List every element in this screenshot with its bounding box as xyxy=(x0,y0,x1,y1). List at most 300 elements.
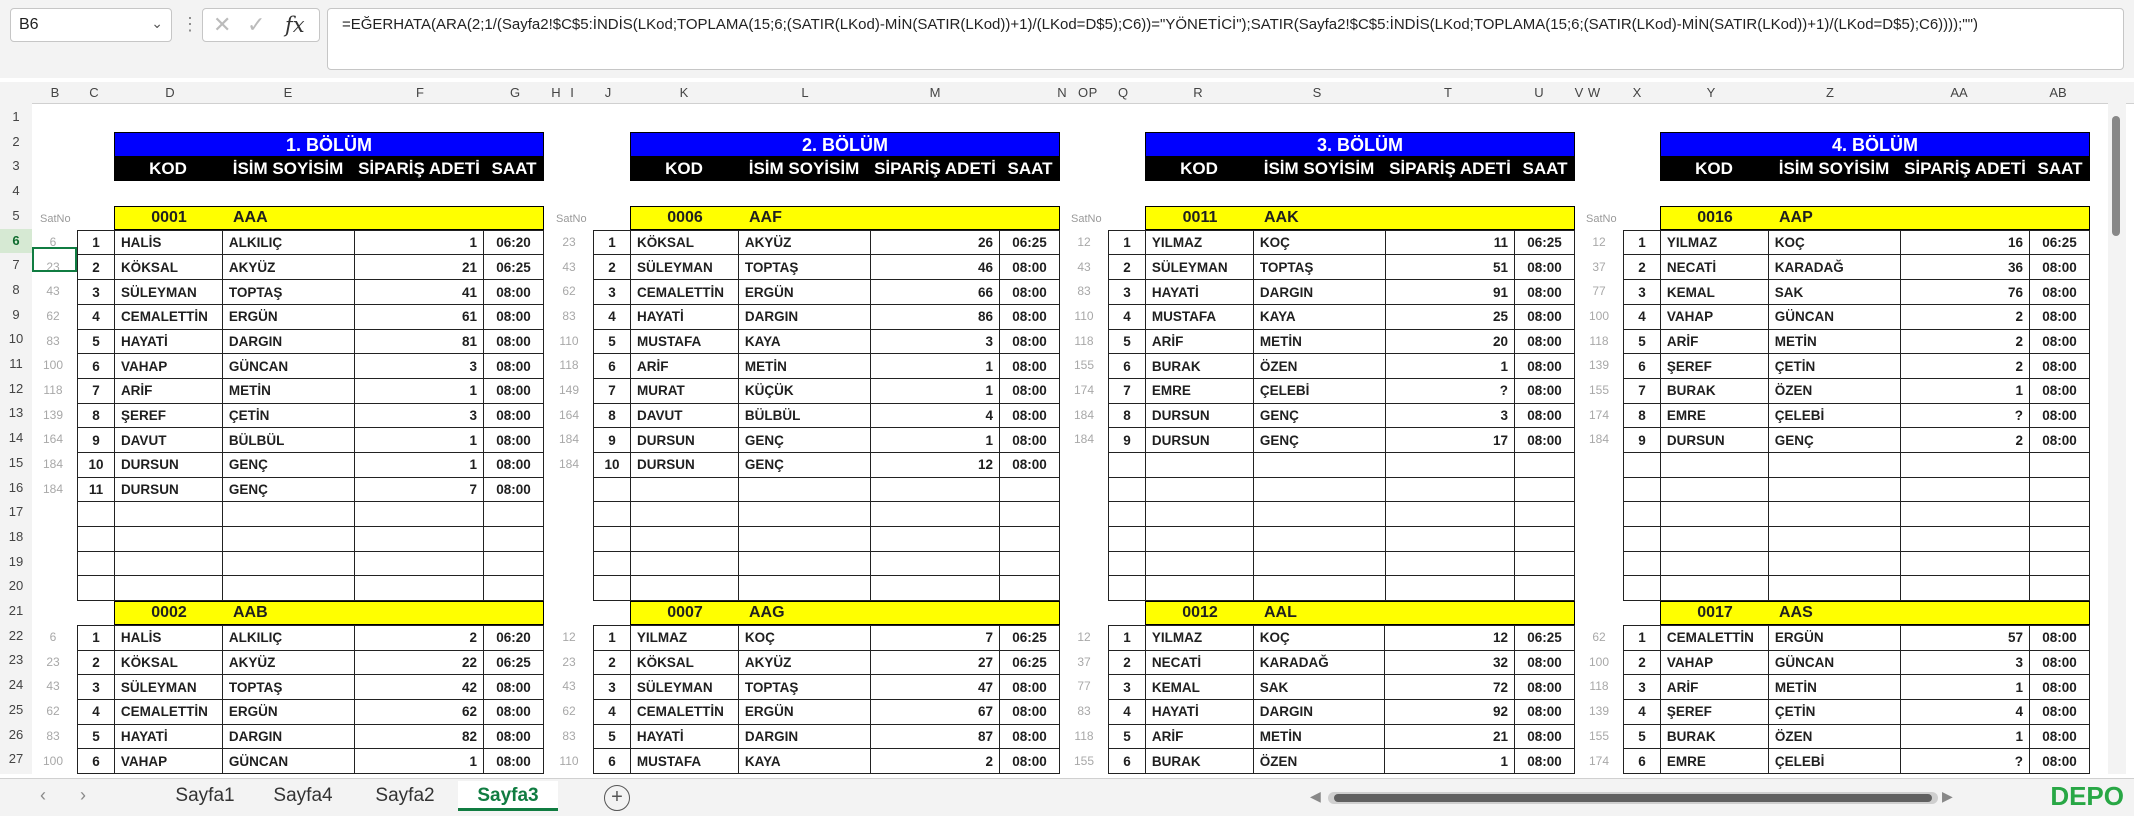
row-index[interactable] xyxy=(1624,576,1661,601)
column-header-f[interactable]: F xyxy=(416,85,424,100)
row-header[interactable]: 23 xyxy=(8,652,24,668)
order-qty[interactable]: 1 xyxy=(1900,378,2030,403)
last-name[interactable] xyxy=(738,477,870,502)
row-index[interactable]: 9 xyxy=(78,428,115,453)
order-time[interactable]: 08:00 xyxy=(2030,255,2090,280)
row-index[interactable]: 10 xyxy=(78,452,115,477)
row-header[interactable]: 19 xyxy=(8,553,24,569)
order-qty[interactable] xyxy=(1385,477,1515,502)
order-time[interactable]: 08:00 xyxy=(2030,354,2090,379)
first-name[interactable]: HALİS xyxy=(114,230,222,255)
row-header[interactable]: 20 xyxy=(8,578,24,594)
column-header-n[interactable]: N xyxy=(1057,85,1067,100)
order-qty[interactable] xyxy=(1385,527,1515,552)
order-time[interactable]: 08:00 xyxy=(484,304,544,329)
order-qty[interactable]: 26 xyxy=(870,230,999,255)
first-name[interactable]: VAHAP xyxy=(114,749,222,774)
row-index[interactable] xyxy=(1624,502,1661,527)
last-name[interactable]: ÇELEBİ xyxy=(1768,403,1900,428)
last-name[interactable]: ERGÜN xyxy=(738,700,870,725)
order-time[interactable]: 08:00 xyxy=(2030,650,2090,675)
order-time[interactable]: 06:25 xyxy=(2030,230,2090,255)
last-name[interactable]: DARGIN xyxy=(738,724,870,749)
order-qty[interactable] xyxy=(354,576,483,601)
row-index[interactable]: 1 xyxy=(594,230,631,255)
order-qty[interactable]: 82 xyxy=(354,724,483,749)
row-index[interactable]: 3 xyxy=(1624,280,1661,305)
row-index[interactable]: 7 xyxy=(78,378,115,403)
column-header-k[interactable]: K xyxy=(679,85,689,100)
tab-sayfa2[interactable]: Sayfa2 xyxy=(375,785,435,806)
last-name[interactable] xyxy=(222,502,354,527)
row-index[interactable]: 3 xyxy=(78,675,115,700)
order-time[interactable]: 08:00 xyxy=(484,354,544,379)
order-time[interactable]: 08:00 xyxy=(2030,280,2090,305)
last-name[interactable]: TOPTAŞ xyxy=(738,255,870,280)
first-name[interactable]: HAYATİ xyxy=(630,304,738,329)
row-header[interactable]: 11 xyxy=(9,356,23,371)
last-name[interactable]: GÜNCAN xyxy=(1768,304,1900,329)
order-qty[interactable]: 86 xyxy=(870,304,999,329)
row-header[interactable]: 3 xyxy=(12,158,20,174)
order-qty[interactable]: 66 xyxy=(870,280,999,305)
row-index[interactable]: 7 xyxy=(1624,378,1661,403)
first-name[interactable] xyxy=(1660,576,1768,601)
row-index[interactable]: 6 xyxy=(1624,354,1661,379)
order-time[interactable]: 08:00 xyxy=(484,280,544,305)
row-index[interactable]: 5 xyxy=(594,724,631,749)
row-index[interactable]: 7 xyxy=(594,378,631,403)
row-index[interactable]: 5 xyxy=(78,724,115,749)
order-qty[interactable]: 32 xyxy=(1385,650,1515,675)
order-time[interactable]: 08:00 xyxy=(484,329,544,354)
row-index[interactable]: 6 xyxy=(78,749,115,774)
column-header-o[interactable]: O xyxy=(1077,85,1089,100)
order-time[interactable] xyxy=(484,527,544,552)
first-name[interactable] xyxy=(1660,477,1768,502)
last-name[interactable]: DARGIN xyxy=(222,724,354,749)
first-name[interactable] xyxy=(630,502,738,527)
row-index[interactable]: 4 xyxy=(594,304,631,329)
order-qty[interactable]: 3 xyxy=(1385,403,1515,428)
last-name[interactable]: KAYA xyxy=(738,749,870,774)
order-qty[interactable] xyxy=(1900,551,2030,576)
order-qty[interactable] xyxy=(1385,502,1515,527)
order-time[interactable]: 08:00 xyxy=(484,477,544,502)
order-qty[interactable]: 67 xyxy=(870,700,1000,725)
last-name[interactable] xyxy=(1768,477,1900,502)
first-name[interactable]: DAVUT xyxy=(114,428,222,453)
insert-function-icon[interactable]: fx xyxy=(285,13,305,37)
order-qty[interactable]: 1 xyxy=(354,230,483,255)
column-header-q[interactable]: Q xyxy=(1117,85,1129,100)
first-name[interactable] xyxy=(1145,452,1253,477)
column-header-c[interactable]: C xyxy=(89,85,99,100)
block-code-row[interactable] xyxy=(630,601,1060,625)
row-index[interactable]: 4 xyxy=(78,700,115,725)
first-name[interactable] xyxy=(1145,576,1253,601)
last-name[interactable] xyxy=(738,551,870,576)
order-time[interactable]: 08:00 xyxy=(1515,304,1575,329)
order-time[interactable]: 08:00 xyxy=(1000,403,1060,428)
row-index[interactable]: 1 xyxy=(1109,626,1146,651)
order-time[interactable]: 08:00 xyxy=(484,675,544,700)
first-name[interactable]: SÜLEYMAN xyxy=(114,675,222,700)
first-name[interactable]: BURAK xyxy=(1145,749,1253,774)
order-time[interactable]: 08:00 xyxy=(2030,329,2090,354)
first-name[interactable]: VAHAP xyxy=(114,354,222,379)
order-time[interactable]: 06:25 xyxy=(1000,230,1060,255)
order-time[interactable] xyxy=(484,502,544,527)
order-time[interactable]: 08:00 xyxy=(2030,378,2090,403)
order-qty[interactable]: 2 xyxy=(354,626,483,651)
first-name[interactable]: ARİF xyxy=(1145,329,1253,354)
order-time[interactable]: 08:00 xyxy=(1515,329,1575,354)
order-qty[interactable]: 91 xyxy=(1385,280,1515,305)
row-header[interactable]: 10 xyxy=(8,331,24,347)
row-index[interactable] xyxy=(594,527,631,552)
order-time[interactable]: 08:00 xyxy=(2030,403,2090,428)
last-name[interactable]: DARGIN xyxy=(1253,700,1385,725)
row-header[interactable]: 4 xyxy=(12,183,20,199)
order-time[interactable]: 08:00 xyxy=(1000,675,1060,700)
first-name[interactable]: YILMAZ xyxy=(1145,230,1253,255)
order-qty[interactable]: 2 xyxy=(870,749,1000,774)
row-index[interactable]: 8 xyxy=(1109,403,1146,428)
order-qty[interactable] xyxy=(870,502,999,527)
first-name[interactable]: HAYATİ xyxy=(114,329,222,354)
first-name[interactable]: BURAK xyxy=(1660,378,1768,403)
row-header[interactable]: 24 xyxy=(8,677,24,693)
order-qty[interactable]: 1 xyxy=(1385,749,1515,774)
last-name[interactable]: ERGÜN xyxy=(738,280,870,305)
last-name[interactable]: ÇELEBİ xyxy=(1253,378,1385,403)
last-name[interactable]: GENÇ xyxy=(1768,428,1900,453)
row-index[interactable]: 8 xyxy=(594,403,631,428)
order-time[interactable]: 08:00 xyxy=(1515,255,1575,280)
row-header[interactable] xyxy=(0,772,32,774)
last-name[interactable]: KOÇ xyxy=(1253,230,1385,255)
order-time[interactable]: 06:25 xyxy=(1000,626,1060,651)
row-index[interactable]: 4 xyxy=(594,700,631,725)
order-time[interactable] xyxy=(1000,551,1060,576)
first-name[interactable] xyxy=(1660,502,1768,527)
last-name[interactable]: METİN xyxy=(1253,329,1385,354)
first-name[interactable]: ARİF xyxy=(630,354,738,379)
column-header-j[interactable]: J xyxy=(604,85,612,100)
row-header[interactable]: 15 xyxy=(8,454,24,470)
last-name[interactable]: ÇETİN xyxy=(222,403,354,428)
first-name[interactable] xyxy=(630,527,738,552)
row-index[interactable]: 8 xyxy=(78,403,115,428)
scroll-left-icon[interactable]: ◀ xyxy=(1310,788,1321,804)
order-time[interactable] xyxy=(2030,551,2090,576)
first-name[interactable]: DURSUN xyxy=(1145,428,1253,453)
row-header[interactable]: 16 xyxy=(8,479,24,495)
row-header[interactable]: 25 xyxy=(8,701,24,717)
order-time[interactable]: 08:00 xyxy=(1000,354,1060,379)
row-index[interactable] xyxy=(1109,452,1146,477)
order-qty[interactable]: 1 xyxy=(1900,724,2029,749)
row-index[interactable]: 4 xyxy=(78,304,115,329)
order-qty[interactable]: 4 xyxy=(1900,700,2029,725)
block-code-row[interactable] xyxy=(1660,601,2090,625)
order-qty[interactable]: 3 xyxy=(354,403,483,428)
column-header-d[interactable]: D xyxy=(165,85,175,100)
order-qty[interactable]: 16 xyxy=(1900,230,2030,255)
last-name[interactable]: DARGIN xyxy=(1253,280,1385,305)
order-time[interactable]: 08:00 xyxy=(2030,724,2090,749)
first-name[interactable]: NECATİ xyxy=(1145,650,1253,675)
order-time[interactable] xyxy=(2030,502,2090,527)
order-time[interactable]: 08:00 xyxy=(1515,700,1575,725)
order-time[interactable]: 08:00 xyxy=(1000,255,1060,280)
first-name[interactable]: VAHAP xyxy=(1660,304,1768,329)
order-time[interactable]: 06:25 xyxy=(484,650,544,675)
first-name[interactable] xyxy=(1660,527,1768,552)
first-name[interactable]: SÜLEYMAN xyxy=(1145,255,1253,280)
order-qty[interactable]: 92 xyxy=(1385,700,1515,725)
first-name[interactable] xyxy=(114,527,222,552)
row-index[interactable]: 8 xyxy=(1624,403,1661,428)
order-qty[interactable]: 2 xyxy=(1900,329,2030,354)
order-time[interactable]: 06:25 xyxy=(1515,230,1575,255)
order-time[interactable]: 08:00 xyxy=(2030,675,2090,700)
row-index[interactable]: 6 xyxy=(594,354,631,379)
order-time[interactable]: 08:00 xyxy=(1515,650,1575,675)
last-name[interactable] xyxy=(1768,527,1900,552)
first-name[interactable]: KÖKSAL xyxy=(114,650,222,675)
first-name[interactable]: ARİF xyxy=(1660,675,1768,700)
first-name[interactable]: MUSTAFA xyxy=(630,329,738,354)
last-name[interactable]: TOPTAŞ xyxy=(222,280,354,305)
last-name[interactable]: SAK xyxy=(1768,280,1900,305)
order-time[interactable] xyxy=(1000,477,1060,502)
last-name[interactable] xyxy=(1253,576,1385,601)
row-index[interactable]: 9 xyxy=(1109,428,1146,453)
row-header[interactable]: 5 xyxy=(12,207,20,223)
column-header-t[interactable]: T xyxy=(1444,85,1452,100)
order-time[interactable] xyxy=(1515,576,1575,601)
last-name[interactable] xyxy=(1253,527,1385,552)
last-name[interactable]: KARADAĞ xyxy=(1253,650,1385,675)
order-qty[interactable]: 42 xyxy=(354,675,483,700)
last-name[interactable]: METİN xyxy=(738,354,870,379)
first-name[interactable]: MURAT xyxy=(630,378,738,403)
order-qty[interactable]: 87 xyxy=(870,724,1000,749)
last-name[interactable] xyxy=(1768,452,1900,477)
last-name[interactable]: METİN xyxy=(1768,329,1900,354)
order-time[interactable]: 08:00 xyxy=(1000,700,1060,725)
first-name[interactable]: DURSUN xyxy=(630,428,738,453)
order-time[interactable]: 06:25 xyxy=(484,255,544,280)
block-code-row[interactable] xyxy=(1660,206,2090,230)
selected-cell[interactable] xyxy=(32,247,77,272)
order-time[interactable] xyxy=(1515,527,1575,552)
column-header-r[interactable]: R xyxy=(1193,85,1203,100)
tab-sayfa4[interactable]: Sayfa4 xyxy=(273,785,333,806)
row-index[interactable]: 1 xyxy=(1109,230,1146,255)
order-qty[interactable]: 3 xyxy=(1900,650,2029,675)
row-index[interactable]: 3 xyxy=(594,280,631,305)
last-name[interactable]: ÖZEN xyxy=(1768,378,1900,403)
row-header[interactable]: 22 xyxy=(8,627,24,643)
first-name[interactable] xyxy=(630,576,738,601)
row-index[interactable]: 2 xyxy=(1624,650,1661,675)
last-name[interactable]: METİN xyxy=(1253,724,1385,749)
order-qty[interactable]: 1 xyxy=(354,378,483,403)
order-time[interactable]: 08:00 xyxy=(1515,428,1575,453)
order-qty[interactable]: 12 xyxy=(870,452,999,477)
row-index[interactable] xyxy=(1109,477,1146,502)
order-time[interactable] xyxy=(1000,527,1060,552)
order-time[interactable]: 06:25 xyxy=(1000,650,1060,675)
row-header[interactable]: 14 xyxy=(8,430,24,446)
order-time[interactable] xyxy=(484,551,544,576)
column-header-l[interactable]: L xyxy=(801,85,809,100)
last-name[interactable]: GENÇ xyxy=(222,477,354,502)
row-header[interactable]: 27 xyxy=(8,751,24,767)
row-index[interactable]: 2 xyxy=(1109,255,1146,280)
first-name[interactable]: YILMAZ xyxy=(1145,626,1253,651)
row-index[interactable]: 10 xyxy=(594,452,631,477)
order-qty[interactable] xyxy=(354,502,483,527)
worksheet-grid[interactable] xyxy=(0,82,2134,774)
order-qty[interactable] xyxy=(1385,551,1515,576)
row-index[interactable]: 5 xyxy=(1624,724,1661,749)
last-name[interactable]: SAK xyxy=(1253,675,1385,700)
first-name[interactable]: YILMAZ xyxy=(630,626,738,651)
order-time[interactable]: 08:00 xyxy=(2030,749,2090,774)
row-index[interactable]: 6 xyxy=(1109,749,1146,774)
row-index[interactable]: 2 xyxy=(594,255,631,280)
first-name[interactable]: CEMALETTİN xyxy=(630,280,738,305)
last-name[interactable]: KARADAĞ xyxy=(1768,255,1900,280)
first-name[interactable]: KÖKSAL xyxy=(630,230,738,255)
order-time[interactable]: 08:00 xyxy=(2030,700,2090,725)
row-index[interactable]: 5 xyxy=(594,329,631,354)
row-index[interactable]: 7 xyxy=(1109,378,1146,403)
last-name[interactable] xyxy=(1768,502,1900,527)
last-name[interactable] xyxy=(222,576,354,601)
row-index[interactable] xyxy=(1624,452,1661,477)
column-header-y[interactable]: Y xyxy=(1706,85,1716,100)
last-name[interactable]: GENÇ xyxy=(738,452,870,477)
row-index[interactable] xyxy=(1624,527,1661,552)
row-index[interactable] xyxy=(594,477,631,502)
first-name[interactable]: HALİS xyxy=(114,626,222,651)
row-header[interactable]: 1 xyxy=(12,109,20,124)
row-index[interactable] xyxy=(78,551,115,576)
last-name[interactable]: ERGÜN xyxy=(222,700,354,725)
order-qty[interactable]: 51 xyxy=(1385,255,1515,280)
column-header-s[interactable]: S xyxy=(1312,85,1322,100)
order-qty[interactable] xyxy=(1900,576,2030,601)
order-time[interactable]: 08:00 xyxy=(1515,403,1575,428)
row-index[interactable]: 4 xyxy=(1624,700,1661,725)
last-name[interactable]: ÖZEN xyxy=(1768,724,1900,749)
cancel-icon[interactable]: ✕ xyxy=(213,12,232,37)
order-qty[interactable]: 27 xyxy=(870,650,1000,675)
first-name[interactable]: MUSTAFA xyxy=(630,749,738,774)
order-time[interactable] xyxy=(1000,576,1060,601)
order-qty[interactable]: 4 xyxy=(870,403,999,428)
row-header[interactable]: 7 xyxy=(12,257,20,273)
row-index[interactable] xyxy=(78,502,115,527)
first-name[interactable]: CEMALETTİN xyxy=(114,304,222,329)
column-header-u[interactable]: U xyxy=(1534,85,1544,100)
order-time[interactable]: 06:25 xyxy=(1515,626,1575,651)
order-qty[interactable]: 12 xyxy=(1385,626,1515,651)
first-name[interactable]: ŞEREF xyxy=(1660,700,1768,725)
scroll-right-icon[interactable]: ▶ xyxy=(1942,788,1953,804)
add-sheet-button[interactable]: + xyxy=(604,785,630,811)
last-name[interactable]: ÇETİN xyxy=(1768,354,1900,379)
last-name[interactable]: KOÇ xyxy=(1253,626,1385,651)
first-name[interactable]: KEMAL xyxy=(1145,675,1253,700)
last-name[interactable]: ÇETİN xyxy=(1768,700,1900,725)
first-name[interactable] xyxy=(1660,452,1768,477)
first-name[interactable] xyxy=(1145,551,1253,576)
row-index[interactable]: 5 xyxy=(1624,329,1661,354)
column-header-z[interactable]: Z xyxy=(1826,85,1834,100)
column-header-aa[interactable]: AA xyxy=(1950,85,1968,100)
order-qty[interactable] xyxy=(1900,452,2030,477)
row-header[interactable]: 21 xyxy=(8,603,24,618)
row-index[interactable]: 6 xyxy=(78,354,115,379)
row-index[interactable]: 2 xyxy=(78,255,115,280)
block-code-row[interactable] xyxy=(114,601,544,625)
order-time[interactable] xyxy=(1515,477,1575,502)
order-qty[interactable]: 76 xyxy=(1900,280,2030,305)
block-code-row[interactable] xyxy=(1145,601,1575,625)
last-name[interactable]: TOPTAŞ xyxy=(738,675,870,700)
row-header[interactable]: 26 xyxy=(8,726,24,742)
order-qty[interactable]: 47 xyxy=(870,675,1000,700)
last-name[interactable]: METİN xyxy=(222,378,354,403)
row-index[interactable]: 1 xyxy=(1624,626,1661,651)
row-index[interactable]: 1 xyxy=(594,626,631,651)
order-qty[interactable] xyxy=(870,576,999,601)
row-index[interactable]: 5 xyxy=(1109,724,1146,749)
order-qty[interactable]: 1 xyxy=(354,749,483,774)
order-qty[interactable]: 17 xyxy=(1385,428,1515,453)
order-qty[interactable] xyxy=(1900,502,2030,527)
last-name[interactable] xyxy=(1253,502,1385,527)
order-qty[interactable]: 1 xyxy=(354,452,483,477)
order-time[interactable]: 08:00 xyxy=(484,378,544,403)
block-code-row[interactable] xyxy=(114,206,544,230)
order-time[interactable]: 08:00 xyxy=(1000,724,1060,749)
order-qty[interactable] xyxy=(870,477,999,502)
vertical-scrollbar[interactable] xyxy=(2108,82,2126,774)
block-code-row[interactable] xyxy=(1145,206,1575,230)
last-name[interactable]: BÜLBÜL xyxy=(738,403,870,428)
order-qty[interactable]: 22 xyxy=(354,650,483,675)
first-name[interactable]: KÖKSAL xyxy=(630,650,738,675)
order-time[interactable]: 08:00 xyxy=(484,700,544,725)
order-qty[interactable] xyxy=(354,527,483,552)
order-time[interactable]: 08:00 xyxy=(1000,452,1060,477)
last-name[interactable]: ÇELEBİ xyxy=(1768,749,1900,774)
first-name[interactable] xyxy=(1145,502,1253,527)
first-name[interactable]: HAYATİ xyxy=(1145,280,1253,305)
last-name[interactable] xyxy=(1768,576,1900,601)
first-name[interactable]: MUSTAFA xyxy=(1145,304,1253,329)
row-index[interactable] xyxy=(1109,576,1146,601)
row-index[interactable]: 2 xyxy=(1624,255,1661,280)
last-name[interactable]: KÜÇÜK xyxy=(738,378,870,403)
